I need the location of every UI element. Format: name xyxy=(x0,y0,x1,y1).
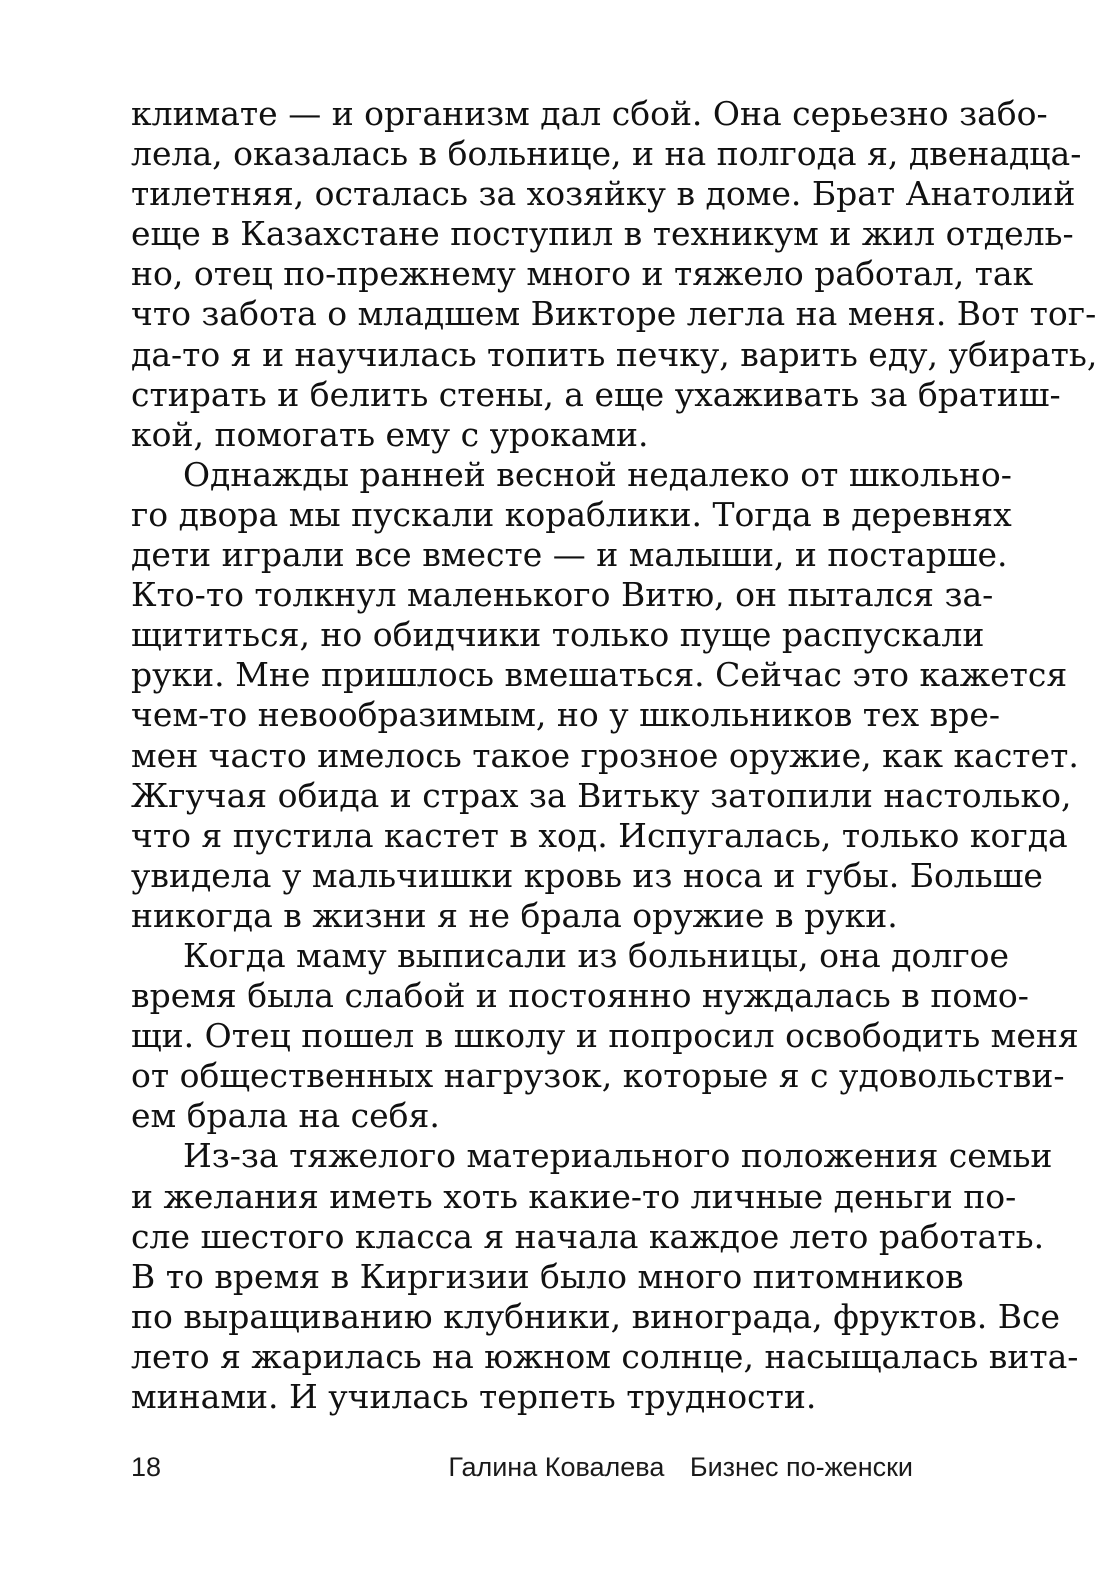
text-line: Из-за тяжелого материального положения семьи xyxy=(183,1136,1053,1176)
text-line: мен часто имелось такое грозное оружие, как кастет. xyxy=(131,735,1079,775)
text-line: щититься, но обидчики только пуще распускали xyxy=(131,615,985,655)
text-line: лето я жарилась на южном солнце, насыщалась вита- xyxy=(131,1336,1079,1376)
text-line: го двора мы пускали кораблики. Тогда в деревнях xyxy=(131,494,1012,534)
text-line: сле шестого класса я начала каждое лето работать. xyxy=(131,1216,1045,1256)
body-text xyxy=(131,94,1097,1417)
text-line: увидела у мальчишки кровь из носа и губы. Больше xyxy=(131,855,1043,895)
text-line: но, отец по-прежнему много и тяжело работал, так xyxy=(131,254,1034,294)
text-line: ем брала на себя. xyxy=(131,1096,440,1136)
text-line: минами. И училась терпеть трудности. xyxy=(131,1377,817,1416)
text-line: чем-то невообразимым, но у школьников тех вре- xyxy=(131,695,1001,735)
paragraph xyxy=(131,1136,1079,1417)
text-line: от общественных нагрузок, которые я с удовольстви- xyxy=(131,1056,1065,1096)
text-line: никогда в жизни я не брала оружие в руки. xyxy=(131,895,898,935)
paragraph xyxy=(131,454,1079,936)
text-line: кой, помогать ему с уроками. xyxy=(131,414,649,454)
text-line: щи. Отец пошел в школу и попросил освободить меня xyxy=(131,1016,1079,1056)
text-line: климате — и организм дал сбой. Она серьезно забо- xyxy=(131,94,1048,133)
text-line: руки. Мне пришлось вмешаться. Сейчас это кажется xyxy=(131,655,1068,695)
text-line: по выращиванию клубники, винограда, фруктов. Все xyxy=(131,1296,1061,1336)
text-line: дети играли все вместе — и малыши, и постарше. xyxy=(131,535,1008,575)
text-line: Жгучая обида и страх за Витьку затопили настолько, xyxy=(131,775,1072,815)
text-line: В то время в Киргизии было много питомников xyxy=(131,1256,964,1296)
text-line: тилетняя, осталась за хозяйку в доме. Брат Анатолий xyxy=(131,174,1076,214)
text-line: лела, оказалась в больнице, и на полгода я, двенадца- xyxy=(131,134,1082,174)
author-name: Галина Ковалева xyxy=(448,1452,665,1482)
paragraph xyxy=(131,935,1079,1136)
text-line: время была слабой и постоянно нуждалась в помо- xyxy=(131,976,1029,1016)
text-line: Кто-то толкнул маленького Витю, он пытался за- xyxy=(131,575,994,615)
running-head xyxy=(430,1452,913,1483)
paragraph xyxy=(131,94,1097,455)
text-line: да-то я и научилась топить печку, варить еду, убирать, xyxy=(131,334,1097,374)
text-line: Однажды ранней весной недалеко от школьно- xyxy=(183,454,1012,494)
text-line: еще в Казахстане поступил в техникум и жил отдель- xyxy=(131,214,1074,254)
page-footer xyxy=(131,1452,913,1492)
text-line: что я пустила кастет в ход. Испугалась, только когда xyxy=(131,815,1068,855)
book-title: Бизнес по-женски xyxy=(689,1452,913,1482)
text-line: что забота о младшем Викторе легла на меня. Вот тог- xyxy=(131,294,1097,334)
text-line: и желания иметь хоть какие-то личные деньги по- xyxy=(131,1176,1017,1216)
page-number: 18 xyxy=(131,1452,162,1482)
text-line: стирать и белить стены, а еще ухаживать за братиш- xyxy=(131,374,1061,414)
text-line: Когда маму выписали из больницы, она долгое xyxy=(183,935,1009,975)
